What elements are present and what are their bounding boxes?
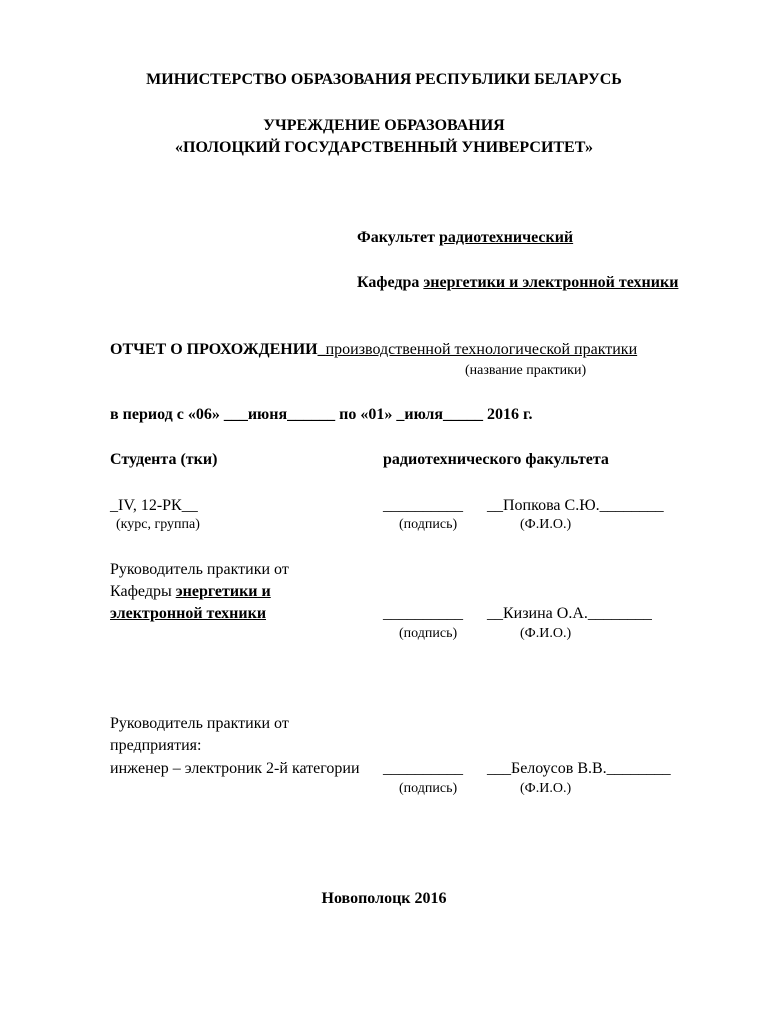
department-value: энергетики и электронной техники	[423, 274, 679, 291]
company-supervisor-position: инженер – электроник 2-й категории	[110, 760, 360, 777]
report-title-caption: (название практики)	[465, 363, 587, 378]
company-supervisor-signature-line: __________	[383, 760, 463, 777]
dept-supervisor-label-2	[110, 582, 271, 602]
dept-supervisor-label-3: электронной техники	[110, 605, 267, 622]
student-name: __Попкова С.Ю.________	[487, 497, 664, 514]
faculty-label: Факультет	[357, 229, 439, 246]
company-supervisor-label-2: предприятия:	[110, 737, 202, 754]
ministry-title: МИНИСТЕРСТВО ОБРАЗОВАНИЯ РЕСПУБЛИКИ БЕЛАРУСЬ	[146, 71, 622, 88]
faculty-value: радиотехнический	[438, 229, 574, 246]
dept-supervisor-signature-line: __________	[383, 605, 463, 622]
department-line	[357, 273, 678, 293]
company-supervisor-label-1: Руководитель практики от	[110, 715, 289, 732]
faculty-line	[357, 228, 573, 248]
company-supervisor-name: ___Белоусов В.В.________	[487, 760, 671, 777]
dept-supervisor-label-1: Руководитель практики от	[110, 561, 289, 578]
dept-supervisor-name-caption: (Ф.И.О.)	[520, 626, 572, 641]
footer-city-year: Новополоцк 2016	[321, 890, 447, 907]
student-signature-caption: (подпись)	[399, 517, 458, 532]
report-title	[110, 340, 637, 360]
report-title-value: производственной технологической практики	[325, 341, 638, 358]
company-supervisor-signature-caption: (подпись)	[399, 781, 458, 796]
period-line: в период с «06» ___июня______ по «01» _июля_____ 2016 г.	[110, 406, 533, 423]
dept-supervisor-label-2-prefix: Кафедры	[110, 583, 176, 600]
institution-line-1: УЧРЕЖДЕНИЕ ОБРАЗОВАНИЯ	[263, 117, 505, 134]
student-faculty: радиотехнического факультета	[383, 451, 609, 468]
department-label: Кафедра	[357, 274, 424, 291]
institution-line-2: «ПОЛОЦКИЙ ГОСУДАРСТВЕННЫЙ УНИВЕРСИТЕТ»	[175, 139, 593, 156]
dept-supervisor-name: __Кизина О.А.________	[487, 605, 652, 622]
dept-supervisor-signature-caption: (подпись)	[399, 626, 458, 641]
report-title-prefix: ОТЧЕТ О ПРОХОЖДЕНИИ_	[110, 341, 326, 358]
student-course-group-caption: (курс, группа)	[116, 517, 200, 532]
student-course-group: _IV, 12-РК__	[110, 497, 198, 514]
student-name-caption: (Ф.И.О.)	[520, 517, 572, 532]
student-label: Студента (тки)	[110, 451, 218, 468]
dept-supervisor-label-2-value: энергетики и	[175, 583, 271, 600]
company-supervisor-name-caption: (Ф.И.О.)	[520, 781, 572, 796]
student-signature-line: __________	[383, 497, 463, 514]
